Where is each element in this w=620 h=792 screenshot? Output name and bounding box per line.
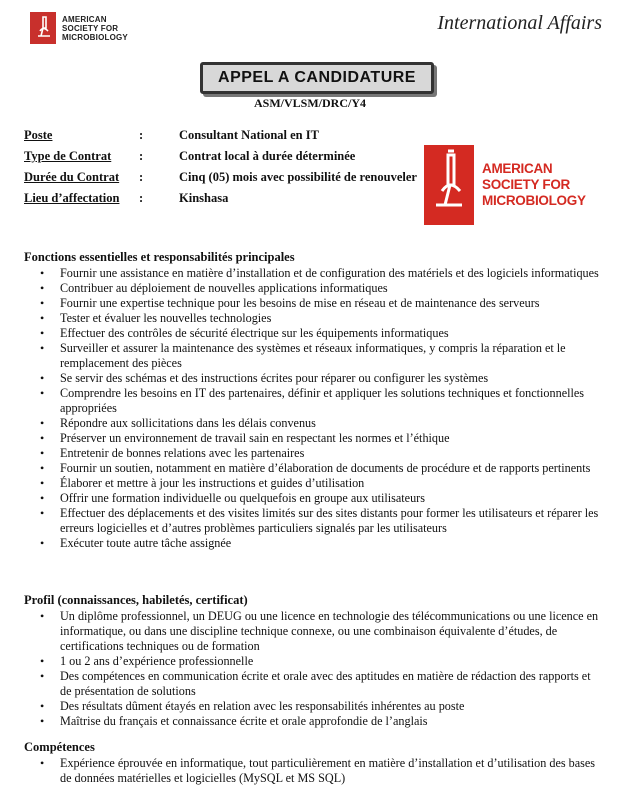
microscope-logo-icon bbox=[30, 12, 56, 44]
list-item: • Préserver un environnement de travail sain en respectant les normes et l’éthique bbox=[60, 431, 604, 446]
list-item: • Effectuer des contrôles de sécurité électrique sur les équipements informatiques bbox=[60, 326, 604, 341]
list-item: • Offrir une formation individuelle ou quelquefois en groupe aux utilisateurs bbox=[60, 491, 604, 506]
info-colon: : bbox=[139, 149, 144, 163]
list-item: • Élaborer et mettre à jour les instructions et guides d’utilisation bbox=[60, 476, 604, 491]
logo-line: SOCIETY FOR bbox=[62, 23, 119, 33]
list-item: • Effectuer des déplacements et des visites limités sur des sites distants pour former les utilisateurs et réparer les erreurs logicielles et d’autres problèmes particuliers signalés par les utilisateurs bbox=[60, 506, 604, 536]
list-item: • Surveiller et assurer la maintenance des systèmes et réseaux informatiques, y compris la réparation et le remplacement des pièces bbox=[60, 341, 604, 371]
info-row-duree bbox=[24, 170, 417, 191]
info-row-type-contrat bbox=[24, 149, 417, 170]
list-item: • Entretenir de bonnes relations avec les partenaires bbox=[60, 446, 604, 461]
list-item: • 1 ou 2 ans d’expérience professionnelle bbox=[60, 654, 604, 669]
list-item: • Maîtrise du français et connaissance écrite et orale approfondie de l’anglais bbox=[60, 714, 604, 729]
info-label: Poste bbox=[24, 128, 53, 142]
list-item: • Fournir une assistance en matière d’installation et de configuration des matériels et des logiciels informatiques bbox=[60, 266, 604, 281]
logo-line: AMERICAN bbox=[482, 161, 553, 176]
section-fonctions bbox=[24, 250, 604, 551]
list-item: • Répondre aux sollicitations dans les délais convenus bbox=[60, 416, 604, 431]
info-value: Kinshasa bbox=[179, 191, 229, 205]
list-item: • Tester et évaluer les nouvelles technologies bbox=[60, 311, 604, 326]
list-item: • Comprendre les besoins en IT des partenaires, définir et appliquer les solutions techniques et fonctionnelles appropriées bbox=[60, 386, 604, 416]
bullet-list bbox=[24, 609, 604, 729]
info-row-lieu bbox=[24, 191, 417, 212]
logo-line: MICROBIOLOGY bbox=[62, 32, 128, 42]
info-value: Contrat local à durée déterminée bbox=[179, 149, 356, 163]
list-item: • Expérience éprouvée en informatique, tout particulièrement en matière d’installation et d’utilisation des bases de données matérielles et logicielles (MySQL et MS SQL) bbox=[60, 756, 604, 786]
section-heading: Compétences bbox=[24, 740, 95, 754]
info-colon: : bbox=[139, 128, 144, 142]
logo-line: AMERICAN bbox=[62, 14, 107, 24]
list-item: • Fournir un soutien, notamment en matière d’élaboration de documents de procédure et de rapports pertinents bbox=[60, 461, 604, 476]
info-colon: : bbox=[139, 170, 144, 184]
microscope-logo-icon bbox=[424, 145, 474, 225]
list-item: • Des compétences en communication écrite et orale avec des aptitudes en matière de rédaction des rapports et de présentation de solutions bbox=[60, 669, 604, 699]
reference-number: ASM/VLSM/DRC/Y4 bbox=[253, 96, 366, 110]
info-value: Cinq (05) mois avec possibilité de renouveler bbox=[179, 170, 417, 184]
list-item: • Des résultats dûment étayés en relation avec les responsabilités inhérentes au poste bbox=[60, 699, 604, 714]
list-item: • Exécuter toute autre tâche assignée bbox=[60, 536, 604, 551]
section-heading: Profil (connaissances, habiletés, certificat) bbox=[24, 593, 248, 607]
bullet-list bbox=[24, 756, 604, 786]
page-title: APPEL A CANDIDATURE bbox=[200, 62, 434, 94]
asm-logo-large bbox=[424, 145, 616, 225]
asm-logo-small bbox=[30, 12, 128, 44]
list-item: • Un diplôme professionnel, un DEUG ou une licence en technologie des télécommunications ou une licence en informatique, ou dans une discipline technique connexe, ou une combinaison équivalente d’études, de certifications techniques ou de formation bbox=[60, 609, 604, 654]
list-item: • Se servir des schémas et des instructions écrites pour réparer ou configurer les systèmes bbox=[60, 371, 604, 386]
info-value: Consultant National en IT bbox=[179, 128, 319, 142]
logo-line: SOCIETY FOR bbox=[482, 177, 570, 192]
bullet-list bbox=[24, 266, 604, 551]
section-competences bbox=[24, 740, 604, 786]
info-label: Type de Contrat bbox=[24, 149, 112, 163]
section-heading: Fonctions essentielles et responsabilités principales bbox=[24, 250, 295, 264]
info-label: Durée du Contrat bbox=[24, 170, 120, 184]
department-title: International Affairs bbox=[437, 12, 602, 34]
logo-line: MICROBIOLOGY bbox=[482, 193, 586, 208]
info-colon: : bbox=[139, 191, 144, 205]
info-row-poste bbox=[24, 128, 417, 149]
section-profil bbox=[24, 593, 604, 729]
list-item: • Contribuer au déploiement de nouvelles applications informatiques bbox=[60, 281, 604, 296]
info-label: Lieu d’affectation bbox=[24, 191, 120, 205]
job-info-table bbox=[24, 128, 417, 212]
list-item: • Fournir une expertise technique pour les besoins de mise en réseau et de maintenance des serveurs bbox=[60, 296, 604, 311]
